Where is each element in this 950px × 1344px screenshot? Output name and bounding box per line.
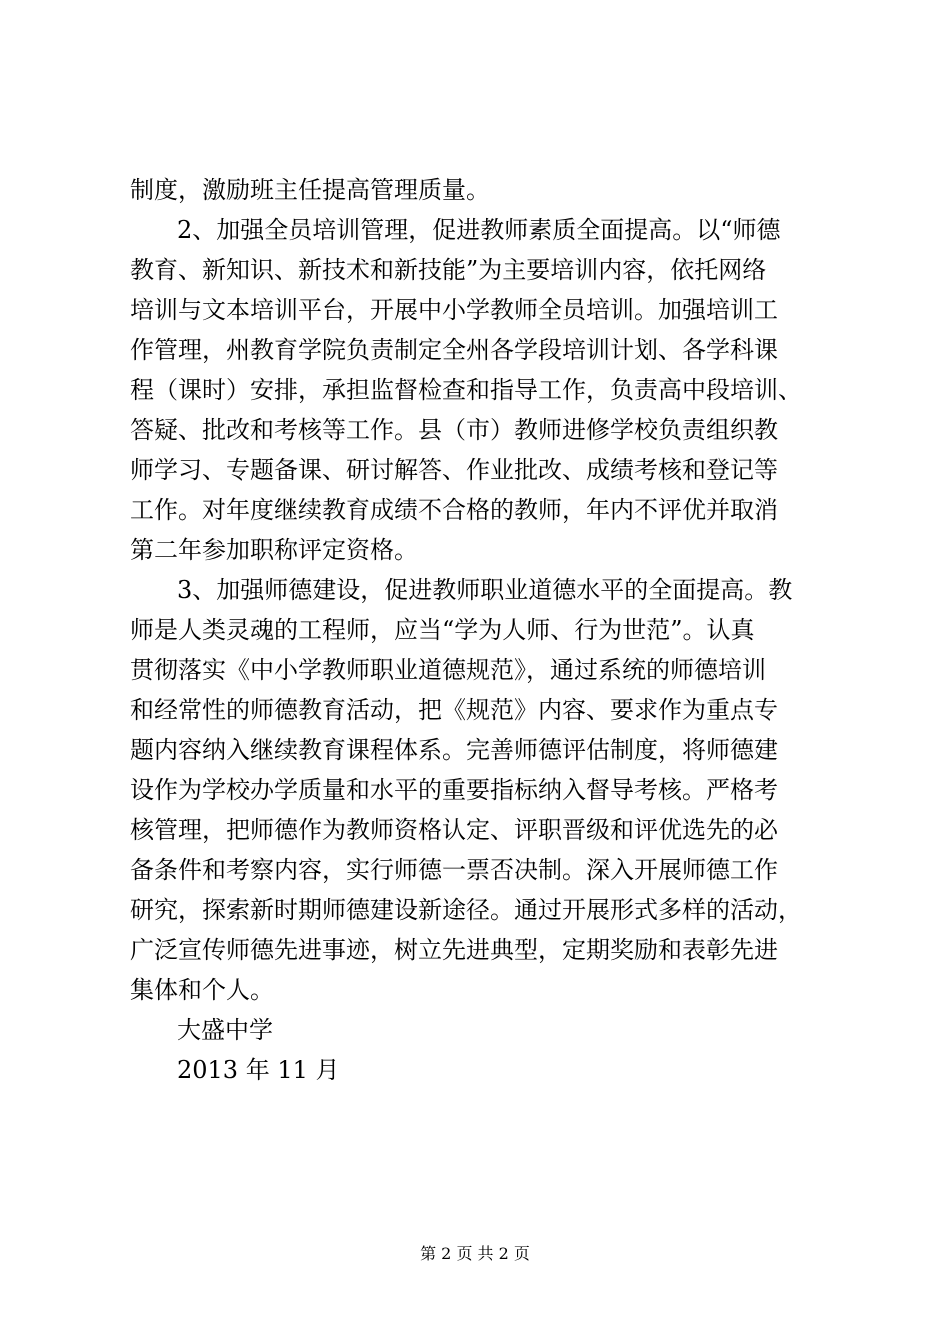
document-body bbox=[130, 170, 830, 1090]
text-line: 备条件和考察内容，实行师德一票否决制。深入开展师德工作 bbox=[130, 856, 778, 884]
text-line: 培训与文本培训平台，开展中小学教师全员培训。加强培训工 bbox=[130, 296, 778, 324]
text-line: 和经常性的师德教育活动，把《规范》内容、要求作为重点专 bbox=[130, 696, 778, 724]
text-line: 第二年参加职称评定资格。 bbox=[130, 536, 418, 564]
text-line: 程（课时）安排，承担监督检查和指导工作，负责高中段培训、 bbox=[130, 376, 802, 404]
text-line: 研究，探索新时期师德建设新途径。通过开展形式多样的活动， bbox=[130, 896, 802, 924]
signature-date: 2013 年 11 月 bbox=[177, 1056, 340, 1084]
text-line: 核管理，把师德作为教师资格认定、评职晋级和评优选先的必 bbox=[130, 816, 778, 844]
text-line: 制度，激励班主任提高管理质量。 bbox=[130, 176, 490, 204]
text-line: 广泛宣传师德先进事迹，树立先进典型，定期奖励和表彰先进 bbox=[130, 936, 778, 964]
text-line: 题内容纳入继续教育课程体系。完善师德评估制度，将师德建 bbox=[130, 736, 778, 764]
paragraph-2-start: 2、加强全员培训管理，促进教师素质全面提高。以“师德 bbox=[177, 216, 781, 244]
text-line: 作管理，州教育学院负责制定全州各学段培训计划、各学科课 bbox=[130, 336, 778, 364]
text-line: 设作为学校办学质量和水平的重要指标纳入督导考核。严格考 bbox=[130, 776, 778, 804]
text-line: 师是人类灵魂的工程师，应当“学为人师、行为世范”。认真 bbox=[130, 616, 755, 644]
text-line: 工作。对年度继续教育成绩不合格的教师，年内不评优并取消 bbox=[130, 496, 778, 524]
paragraph-3-start: 3、加强师德建设，促进教师职业道德水平的全面提高。教 bbox=[177, 576, 793, 604]
text-line: 集体和个人。 bbox=[130, 976, 274, 1004]
text-line: 答疑、批改和考核等工作。县（市）教师进修学校负责组织教 bbox=[130, 416, 778, 444]
text-line: 教育、新知识、新技术和新技能”为主要培训内容，依托网络 bbox=[130, 256, 767, 284]
text-line: 师学习、专题备课、研讨解答、作业批改、成绩考核和登记等 bbox=[130, 456, 778, 484]
text-line: 贯彻落实《中小学教师职业道德规范》，通过系统的师德培训 bbox=[130, 656, 766, 684]
page-footer: 第 2 页 共 2 页 bbox=[420, 1244, 530, 1263]
signature-organization: 大盛中学 bbox=[177, 1016, 273, 1044]
